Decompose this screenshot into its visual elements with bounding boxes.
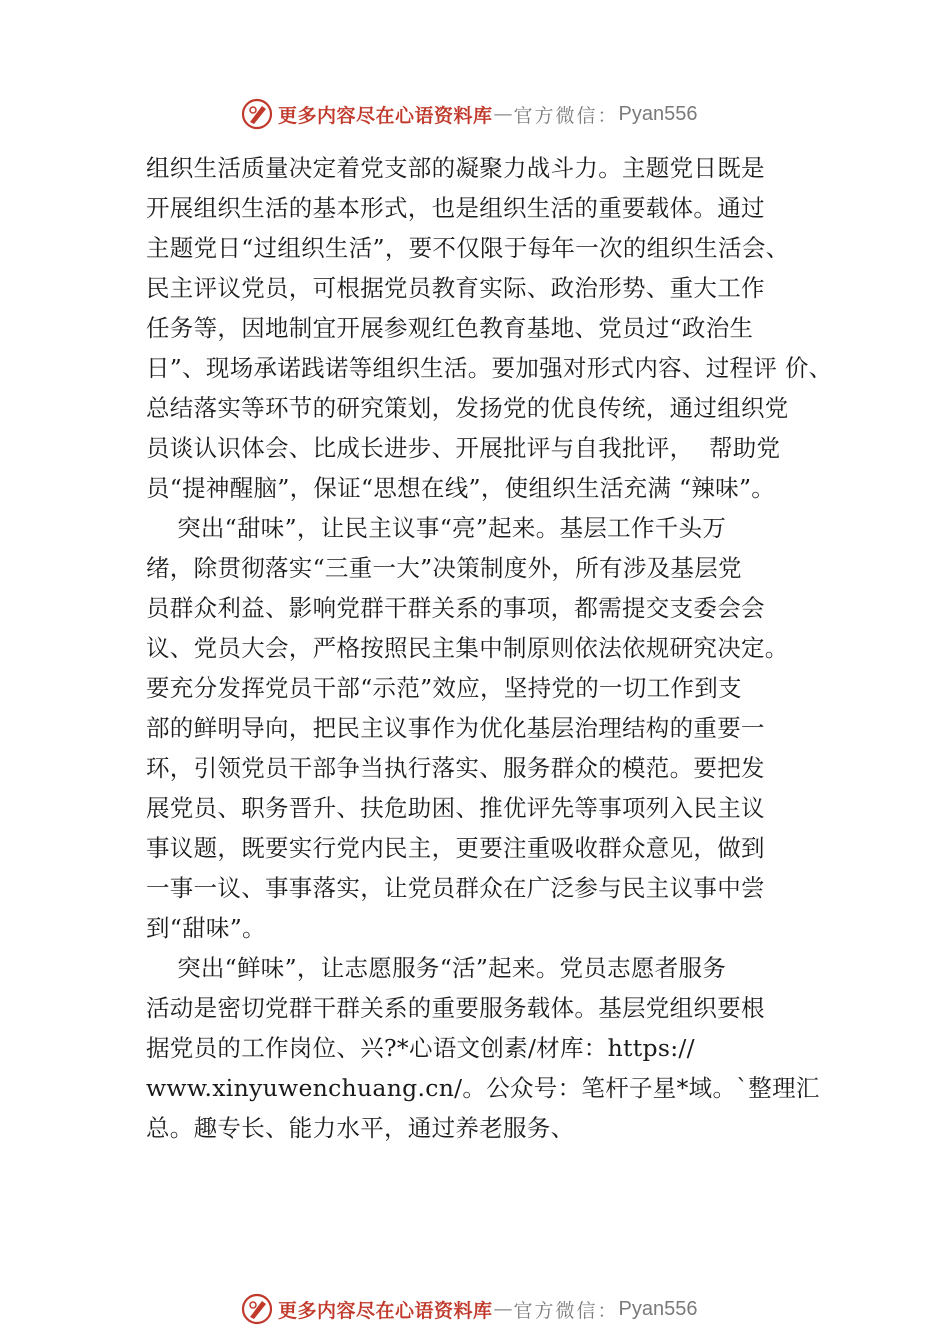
body-line: 到“甜味”。 bbox=[146, 914, 266, 942]
footer-dash: — bbox=[493, 1298, 513, 1320]
body-line: 总。趣专长、能力水平，通过养老服务、 bbox=[146, 1114, 575, 1142]
body-line: 员群众利益、影响党群干群关系的事项，都需提交支委会会 bbox=[146, 594, 765, 622]
footer-brand-text: 更多内容尽在心语资料库 bbox=[278, 1299, 493, 1322]
body-line: 环，引领党员干部争当执行落实、服务群众的模范。要把发 bbox=[146, 754, 765, 782]
body-line: 组织生活质量决定着党支部的凝聚力战斗力。主题党日既是 bbox=[146, 154, 765, 182]
body-line: 一事一议、事事落实，让党员群众在广泛参与民主议事中尝 bbox=[146, 874, 765, 902]
document-body bbox=[146, 148, 846, 1148]
body-line: 日”、现场承诺践诺等组织生活。要加强对形式内容、过程评 价、 bbox=[146, 354, 833, 382]
banner-official-label: 官方微信： bbox=[513, 104, 619, 127]
body-line: 员“提神醒脑”，保证“思想在线”，使组织生活充满 “辣味”。 bbox=[146, 474, 776, 502]
banner-dash: — bbox=[493, 103, 513, 125]
pen-nib-logo-icon bbox=[240, 1292, 274, 1326]
banner-wechat-id: Pyan556 bbox=[618, 102, 698, 125]
body-line: 据党员的工作岗位、兴?*心语文创素/材库：https:// bbox=[146, 1034, 695, 1062]
body-line: 开展组织生活的基本形式，也是组织生活的重要载体。通过 bbox=[146, 194, 765, 222]
body-line: 要充分发挥党员干部“示范”效应，坚持党的一切工作到支 bbox=[146, 674, 742, 702]
body-line: 活动是密切党群干群关系的重要服务载体。基层党组织要根 bbox=[146, 994, 765, 1022]
body-line: 突出“鲜味”，让志愿服务“活”起来。党员志愿者服务 bbox=[146, 954, 727, 982]
body-line: 议、党员大会，严格按照民主集中制原则依法依规研究决定。 bbox=[146, 634, 789, 662]
footer-wechat-id: Pyan556 bbox=[618, 1297, 698, 1320]
body-line: www.xinyuwenchuang.cn/。公众号：笔杆子星*域。`整理汇 bbox=[146, 1074, 820, 1102]
body-line: 突出“甜味”，让民主议事“亮”起来。基层工作千头万 bbox=[146, 514, 727, 542]
body-line: 展党员、职务晋升、扶危助困、推优评先等事项列入民主议 bbox=[146, 794, 765, 822]
pen-nib-logo-icon bbox=[240, 97, 274, 131]
body-line: 员谈认识体会、比成长进步、开展批评与自我批评， 帮助党 bbox=[146, 434, 781, 462]
footer-banner bbox=[240, 1291, 698, 1327]
body-line: 任务等，因地制宜开展参观红色教育基地、党员过“政治生 bbox=[146, 314, 754, 342]
footer-official-label: 官方微信： bbox=[513, 1299, 619, 1322]
header-banner bbox=[240, 96, 698, 132]
banner-brand-text: 更多内容尽在心语资料库 bbox=[278, 104, 493, 127]
body-line: 事议题，既要实行党内民主，更要注重吸收群众意见，做到 bbox=[146, 834, 765, 862]
body-line: 主题党日“过组织生活”，要不仅限于每年一次的组织生活会、 bbox=[146, 234, 790, 262]
body-line: 民主评议党员，可根据党员教育实际、政治形势、重大工作 bbox=[146, 274, 765, 302]
body-line: 部的鲜明导向，把民主议事作为优化基层治理结构的重要一 bbox=[146, 714, 765, 742]
body-line: 绪，除贯彻落实“三重一大”决策制度外，所有涉及基层党 bbox=[146, 554, 742, 582]
body-line: 总结落实等环节的研究策划，发扬党的优良传统，通过组织党 bbox=[146, 394, 789, 422]
